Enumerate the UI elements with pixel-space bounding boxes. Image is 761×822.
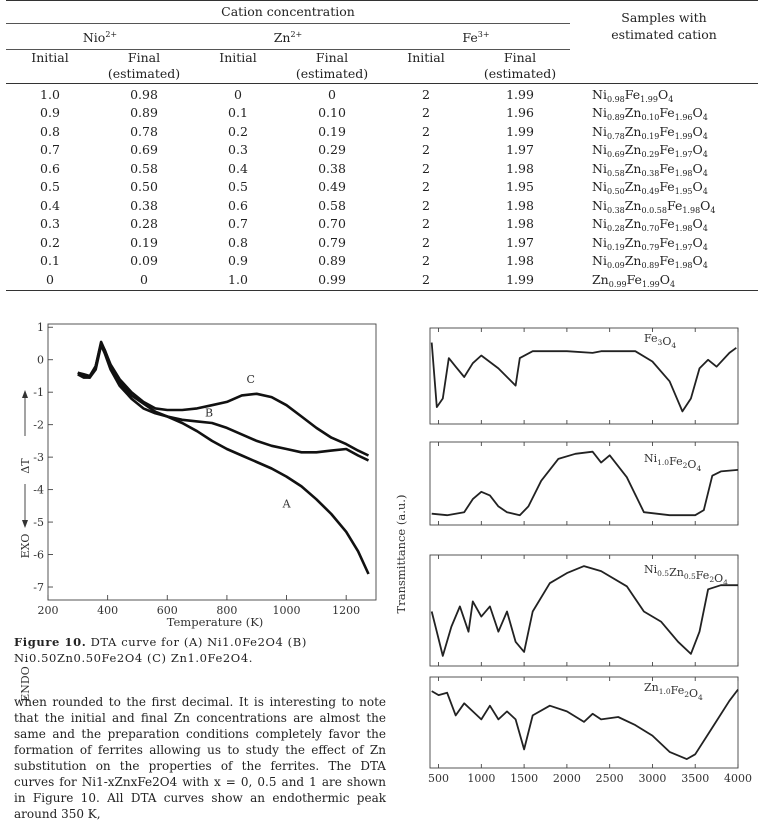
ftir-label-subscript: 4	[723, 578, 728, 587]
formula-element: Ni	[592, 197, 607, 213]
dta-ylabel-exo: EXO	[19, 533, 32, 559]
cell-fe-f: 1.97	[506, 142, 534, 157]
cell-ni-f: 0.19	[130, 234, 158, 250]
header-fe	[382, 24, 570, 50]
cell-ni-i: 0.2	[40, 234, 60, 250]
ftir-label-subscript: 1.0	[657, 458, 670, 467]
dta-ytick-label: -6	[33, 548, 44, 562]
ftir-label-element: Zn	[644, 681, 659, 694]
formula-subscript: 1.99	[674, 131, 693, 141]
header-fe-final-label: Final	[503, 49, 537, 65]
header-cation-concentration: Cation concentration	[221, 4, 355, 19]
formula-subscript: 1.96	[674, 113, 693, 122]
ftir-panel	[430, 677, 738, 768]
formula-subscript: 4	[702, 261, 708, 270]
dta-xtick-label: 600	[156, 604, 178, 617]
ftir-series-label	[644, 563, 728, 587]
cell-sample-formula	[570, 198, 758, 217]
table-body	[6, 83, 758, 291]
table-row	[6, 216, 758, 235]
cell-ni-i: 0.4	[40, 197, 60, 213]
cell-fe-f: 1.99	[506, 86, 534, 102]
ftir-xtick-label: 2500	[595, 772, 624, 785]
cell-sample-formula	[570, 161, 758, 180]
cell-fe-i: 2	[422, 234, 430, 250]
formula-element: O	[692, 160, 703, 176]
ftir-panel	[430, 555, 738, 666]
cell-ni-f: 0.78	[130, 123, 158, 139]
ftir-label-element: O	[687, 458, 697, 471]
ftir-label-subscript: 4	[698, 693, 703, 702]
ftir-label-subscript: 4	[671, 341, 677, 350]
ftir-chart	[396, 314, 758, 793]
cell-zn-i: 0.3	[228, 142, 248, 157]
formula-subscript: 0.19	[606, 242, 625, 252]
cell-sample-formula	[570, 142, 758, 161]
formula-subscript: 0.78	[606, 131, 625, 141]
header-zn-text: Zn	[273, 30, 291, 45]
ftir-xtick-label: 500	[428, 772, 450, 785]
cell-sample-formula	[570, 272, 758, 291]
cell-fe-i: 2	[422, 160, 430, 176]
formula-subscript: 0.0.58	[641, 205, 667, 215]
dta-axes	[33, 321, 376, 617]
table-row	[6, 253, 758, 272]
formula-element: O	[692, 253, 703, 268]
formula-element: Fe	[659, 160, 675, 176]
dta-xtick-label: 1200	[332, 604, 361, 617]
cell-ni-f: 0.38	[130, 197, 158, 213]
header-ni	[6, 24, 194, 50]
cell-ni-i: 0.5	[40, 179, 60, 194]
formula-element: Fe	[659, 253, 675, 268]
dta-ytick-label: -2	[33, 418, 44, 432]
dta-ylabel-endo: ENDO	[19, 666, 32, 702]
formula-element: O	[692, 216, 703, 231]
cell-fe-i: 2	[422, 105, 430, 120]
cell-zn-f: 0.70	[318, 216, 346, 231]
ftir-series-line	[432, 343, 737, 412]
formula-subscript: 4	[710, 205, 716, 215]
table-row	[6, 272, 758, 291]
formula-element: Ni	[592, 105, 607, 120]
header-zn-estimated: (estimated)	[295, 66, 369, 81]
cell-zn-i: 0.2	[228, 123, 248, 139]
formula-element: Fe	[659, 105, 675, 120]
ftir-panel-frame	[430, 442, 738, 525]
formula-element: Zn	[624, 179, 642, 194]
cell-ni-f: 0.50	[130, 179, 158, 194]
table-row	[6, 235, 758, 254]
cell-ni-i: 0	[46, 271, 54, 287]
ftir-panels	[428, 328, 752, 785]
ftir-series-label	[644, 332, 676, 350]
cell-ni-f: 0	[140, 271, 148, 287]
formula-element: Zn	[624, 123, 642, 139]
formula-subscript: 0.09	[606, 261, 625, 270]
ftir-label-element: O	[662, 335, 672, 348]
header-samples	[570, 1, 758, 50]
dta-ytick-label: -3	[33, 451, 44, 465]
cell-ni-i: 0.3	[40, 216, 60, 231]
cell-fe-i: 2	[422, 216, 430, 231]
cell-zn-i: 0.9	[228, 253, 248, 268]
ftir-panel-frame	[430, 328, 738, 424]
cell-ni-i: 0.7	[40, 142, 60, 157]
header-ni-final	[94, 49, 194, 83]
ftir-label-subscript: 0.5	[657, 569, 670, 578]
cell-fe-f: 1.98	[506, 160, 534, 176]
cell-zn-f: 0.99	[318, 271, 346, 287]
ftir-label-subscript: 2	[684, 690, 689, 699]
cell-fe-f: 1.98	[506, 197, 534, 213]
ftir-xtick-label: 1000	[467, 772, 496, 785]
cell-ni-i: 1.0	[40, 86, 60, 102]
header-samples-bottom	[570, 49, 758, 83]
table-row	[6, 142, 758, 161]
cell-zn-f: 0.10	[318, 105, 346, 120]
formula-subscript: 4	[702, 187, 708, 196]
ftir-label-subscript: 0.5	[683, 572, 696, 581]
dta-ytick-label: -5	[33, 516, 44, 530]
formula-element: Zn	[624, 160, 642, 176]
cell-zn-i: 0.5	[228, 179, 248, 194]
formula-subscript: 1.99	[640, 94, 658, 104]
ftir-xtick-label: 1500	[510, 772, 539, 785]
cell-zn-i: 1.0	[228, 271, 248, 287]
caption-label: Figure 10.	[14, 635, 87, 649]
ftir-label-subscript: 3	[657, 338, 663, 347]
formula-element: Ni	[592, 86, 607, 102]
header-zn-final	[282, 49, 382, 83]
cell-ni-f: 0.69	[130, 142, 158, 157]
header-ni-initial: Initial	[6, 49, 94, 83]
dta-ylabel-dt: ΔT	[19, 458, 32, 474]
table-row	[6, 161, 758, 180]
body-text-1: when rounded to the first decimal. It is interesting to note that the initial and final Zn concentrations are almost the same and the preparation conditions completely favor the formation of ferrites allowing us to study the effect of Zn substitution on the properties of the ferrites.	[14, 695, 386, 773]
cell-fe-i: 2	[422, 197, 430, 213]
header-zn-initial: Initial	[194, 49, 282, 83]
formula-element: Zn	[624, 216, 642, 231]
cell-ni-f: 0.09	[130, 253, 158, 268]
formula-subscript: 1.98	[674, 261, 693, 270]
cell-ni-i: 0.6	[40, 160, 60, 176]
dta-ytick-label: 1	[37, 321, 44, 335]
caption-text: DTA curve for (A) Ni1.0Fe2O4 (B) Ni0.50Zn0.50Fe2O4 (C) Zn1.0Fe2O4.	[14, 635, 307, 665]
formula-subscript: 4	[702, 168, 708, 178]
formula-subscript: 1.99	[641, 279, 660, 289]
ftir-label-element: Ni	[644, 452, 658, 465]
formula-element: Fe	[626, 271, 642, 287]
formula-subscript: 1.97	[674, 150, 693, 159]
ftir-label-subscript: 1.0	[658, 687, 671, 696]
table-row	[6, 105, 758, 124]
cell-fe-i: 2	[422, 271, 430, 287]
formula-element: Zn	[624, 253, 642, 268]
formula-subscript: 0.49	[641, 187, 660, 196]
cell-ni-i: 0.8	[40, 123, 60, 139]
cell-fe-f: 1.97	[506, 234, 534, 250]
formula-subscript: 0.70	[641, 224, 660, 233]
formula-subscript: 1.98	[682, 205, 701, 215]
ftir-label-element: Zn	[669, 566, 684, 579]
formula-subscript: 0.29	[641, 150, 660, 159]
header-samples-line1: Samples with	[621, 10, 707, 25]
dta-ytick-label: -4	[33, 483, 44, 497]
formula-element: Fe	[659, 179, 675, 194]
formula-subscript: 0.28	[606, 224, 625, 233]
formula-subscript: 4	[668, 94, 674, 104]
cell-zn-i: 0.4	[228, 160, 248, 176]
formula-subscript: 0.79	[641, 242, 660, 252]
cell-zn-i: 0.1	[228, 105, 248, 120]
header-fe-initial: Initial	[382, 49, 470, 83]
header-fe-estimated: (estimated)	[483, 66, 557, 81]
formula-element: Ni	[592, 234, 607, 250]
formula-element: Ni	[592, 123, 607, 139]
formula-subscript: 0.89	[606, 113, 625, 122]
cell-fe-f: 1.96	[506, 105, 534, 120]
ftir-label-element: Fe	[644, 332, 658, 345]
formula-subscript: 4	[702, 150, 708, 159]
ftir-ylabel: Transmittance (a.u.)	[394, 494, 408, 614]
header-fe-final	[470, 49, 570, 83]
cell-zn-f: 0	[328, 86, 336, 102]
cell-ni-i: 0.1	[40, 253, 60, 268]
dta-xtick-label: 200	[37, 604, 59, 617]
cell-sample-formula	[570, 124, 758, 143]
ftir-label-element: Fe	[670, 684, 685, 697]
formula-subscript: 0.38	[641, 168, 660, 178]
formula-subscript: 0.58	[606, 168, 625, 178]
ftir-label-subscript: 2	[682, 461, 688, 470]
formula-subscript: 0.38	[606, 205, 625, 215]
cell-fe-i: 2	[422, 123, 430, 139]
formula-subscript: 4	[702, 113, 708, 122]
cell-fe-f: 1.99	[506, 271, 534, 287]
header-ni-estimated: (estimated)	[107, 66, 181, 81]
dta-exo-arrowhead	[22, 520, 28, 528]
cell-ni-i: 0.9	[40, 105, 60, 120]
formula-subscript: 0.69	[606, 150, 625, 159]
cell-fe-f: 1.95	[506, 179, 534, 194]
ftir-xtick-label: 4000	[724, 772, 752, 785]
formula-subscript: 1.97	[674, 242, 693, 252]
ftir-panel	[430, 328, 738, 424]
header-ni-text: Nio	[82, 30, 106, 45]
cation-concentration-table	[6, 0, 758, 291]
header-ni-final-label: Final	[127, 49, 161, 65]
dta-endo-arrowhead	[22, 390, 28, 398]
formula-element: Fe	[659, 123, 675, 139]
cell-fe-f: 1.98	[506, 253, 534, 268]
formula-element: Zn	[592, 271, 609, 287]
cell-zn-f: 0.79	[318, 234, 346, 250]
ftir-label-element: O	[689, 687, 699, 700]
dta-series	[78, 342, 369, 574]
formula-element: Ni	[592, 179, 607, 194]
figure-caption	[14, 634, 386, 666]
table-row	[6, 179, 758, 198]
formula-subscript: 0.10	[641, 113, 660, 122]
formula-subscript: 4	[702, 131, 708, 141]
header-zn	[194, 24, 382, 50]
header-samples-line2: estimated cation	[611, 26, 717, 42]
formula-subscript: 1.98	[674, 224, 693, 233]
dta-xtick-label: 800	[216, 604, 238, 617]
cell-sample-formula	[570, 216, 758, 235]
dta-xlabel: Temperature (K)	[166, 615, 264, 629]
cell-ni-f: 0.98	[130, 86, 158, 102]
cell-fe-i: 2	[422, 253, 430, 268]
cell-zn-f: 0.58	[318, 197, 346, 213]
formula-element: Zn	[624, 234, 642, 250]
formula-subscript: 1.98	[674, 168, 693, 178]
cell-zn-f: 0.29	[318, 142, 346, 157]
formula-subscript: 0.19	[641, 131, 660, 141]
ftir-series-label	[644, 452, 701, 473]
cell-ni-f: 0.89	[130, 105, 158, 120]
formula-subscript: 1.95	[674, 187, 693, 196]
header-zn-sup: 2+	[290, 30, 303, 39]
formula-subscript: 4	[702, 242, 708, 252]
cell-zn-i: 0.8	[228, 234, 248, 250]
cell-fe-i: 2	[422, 142, 430, 157]
dta-ytick-label: -7	[33, 581, 44, 595]
formula-element: Fe	[659, 216, 675, 231]
formula-element: Ni	[592, 253, 607, 268]
header-fe-text: Fe	[462, 30, 478, 45]
cell-zn-i: 0	[234, 86, 242, 102]
ftir-label-element: Fe	[695, 569, 710, 582]
cell-fe-i: 2	[422, 179, 430, 194]
formula-element: Fe	[659, 142, 675, 157]
header-fe-sup: 3+	[477, 30, 490, 39]
cell-sample-formula	[570, 179, 758, 198]
formula-element: O	[700, 197, 711, 213]
dta-ytick-label: 0	[37, 353, 44, 367]
cell-fe-i: 2	[422, 86, 430, 102]
cell-sample-formula	[570, 235, 758, 254]
formula-subscript: 4	[702, 224, 708, 233]
formula-element: Ni	[592, 160, 607, 176]
cell-sample-formula	[570, 83, 758, 105]
cell-zn-i: 0.6	[228, 197, 248, 213]
formula-element: O	[692, 123, 703, 139]
cell-ni-f: 0.58	[130, 160, 158, 176]
cell-zn-f: 0.38	[318, 160, 346, 176]
header-ni-sup: 2+	[105, 30, 118, 39]
dta-xtick-label: 400	[97, 604, 119, 617]
cell-ni-f: 0.28	[130, 216, 158, 231]
formula-subscript: 0.99	[608, 279, 627, 289]
cell-zn-f: 0.19	[318, 123, 346, 139]
formula-element: Fe	[624, 86, 641, 102]
dta-series-label: A	[282, 497, 291, 511]
ftir-label-subscript: 2	[709, 575, 715, 584]
formula-element: O	[659, 271, 671, 287]
formula-subscript: 0.50	[606, 187, 625, 196]
ftir-xtick-label: 2000	[552, 772, 581, 785]
formula-element: Zn	[624, 142, 642, 157]
body-paragraph	[14, 694, 386, 822]
ftir-xtick-label: 3500	[681, 772, 710, 785]
dta-series-c	[78, 342, 369, 456]
table-row	[6, 83, 758, 105]
cell-sample-formula	[570, 253, 758, 272]
formula-element: Fe	[666, 197, 683, 213]
ftir-label-subscript: 4	[696, 464, 702, 473]
formula-element: O	[692, 234, 703, 250]
cell-fe-f: 1.99	[506, 123, 534, 139]
formula-element: Zn	[624, 197, 642, 213]
ftir-label-element: Ni	[644, 563, 658, 576]
dta-series-label: C	[246, 373, 255, 387]
formula-element: O	[692, 105, 703, 120]
ftir-label-element: O	[714, 572, 724, 585]
cell-fe-f: 1.98	[506, 216, 534, 231]
cell-zn-f: 0.49	[318, 179, 346, 194]
formula-element: O	[692, 142, 703, 157]
cell-zn-f: 0.89	[318, 253, 346, 268]
formula-element: Zn	[624, 105, 642, 120]
formula-subscript: 0.98	[606, 94, 625, 104]
table-row	[6, 198, 758, 217]
cell-zn-i: 0.7	[228, 216, 248, 231]
header-zn-final-label: Final	[315, 49, 349, 65]
formula-element: O	[657, 86, 669, 102]
table-row	[6, 124, 758, 143]
body-text-2: The DTA curves for Ni1-xZnxFe2O4 with x = 0, 0.5 and 1 are shown in Figure 10. All DTA curves show an endothermic peak around 350 K,	[14, 759, 386, 821]
ftir-xtick-label: 3000	[638, 772, 667, 785]
ftir-panel	[430, 442, 738, 525]
ftir-label-element: Fe	[669, 455, 683, 468]
dta-xtick-label: 1000	[272, 604, 301, 617]
formula-element: Fe	[659, 234, 675, 250]
ftir-series-label	[644, 681, 703, 702]
dta-series-label: B	[204, 406, 214, 420]
formula-element: O	[692, 179, 703, 194]
formula-element: Ni	[592, 216, 607, 231]
dta-ytick-label: -1	[33, 386, 44, 400]
formula-subscript: 4	[670, 279, 676, 289]
formula-element: Ni	[592, 142, 607, 157]
cell-sample-formula	[570, 105, 758, 124]
formula-subscript: 0.89	[641, 261, 660, 270]
